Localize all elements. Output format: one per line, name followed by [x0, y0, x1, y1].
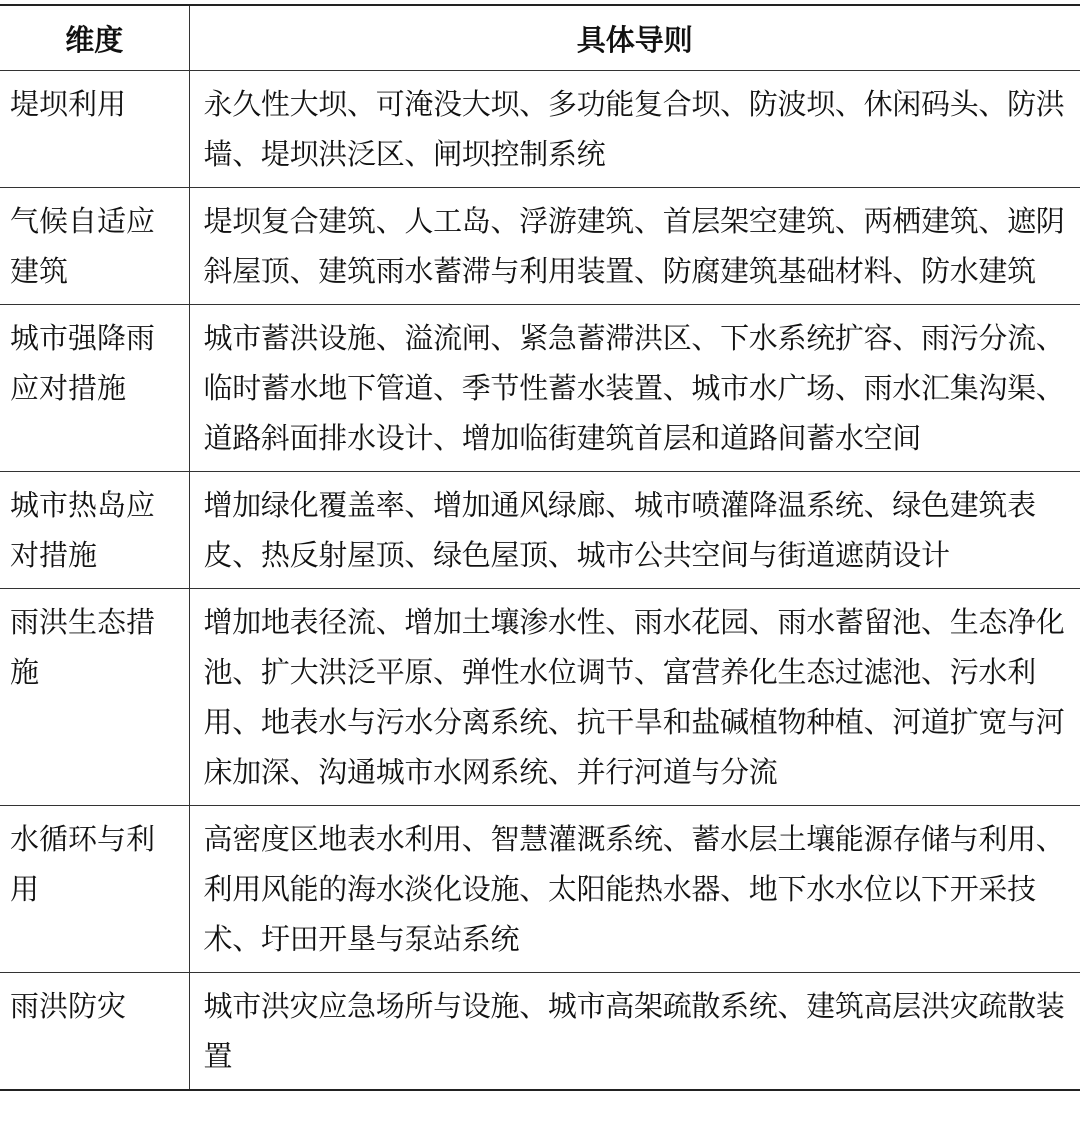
- details-cell: 增加地表径流、增加土壤渗水性、雨水花园、雨水蓄留池、生态净化池、扩大洪泛平原、弹性水位调节、富营养化生态过滤池、污水利用、地表水与污水分离系统、抗干旱和盐碱植物种植、河道扩宽与河床加深、沟通城市水网系统、并行河道与分流: [189, 589, 1080, 806]
- header-details: 具体导则: [189, 5, 1080, 71]
- table-row: [0, 806, 1080, 973]
- dimension-cell: 水循环与利用: [0, 806, 189, 973]
- details-cell: 城市洪灾应急场所与设施、城市高架疏散系统、建筑高层洪灾疏散装置: [189, 973, 1080, 1091]
- dimension-cell: 城市热岛应对措施: [0, 472, 189, 589]
- details-cell: 高密度区地表水利用、智慧灌溉系统、蓄水层土壤能源存储与利用、利用风能的海水淡化设施、太阳能热水器、地下水水位以下开采技术、圩田开垦与泵站系统: [189, 806, 1080, 973]
- header-dimension: 维度: [0, 5, 189, 71]
- dimension-cell: 雨洪防灾: [0, 973, 189, 1091]
- header-row: [0, 5, 1080, 71]
- details-cell: 永久性大坝、可淹没大坝、多功能复合坝、防波坝、休闲码头、防洪墙、堤坝洪泛区、闸坝控制系统: [189, 71, 1080, 188]
- table-row: [0, 589, 1080, 806]
- table-row: [0, 305, 1080, 472]
- table-row: [0, 472, 1080, 589]
- dimension-cell: 气候自适应建筑: [0, 188, 189, 305]
- table-row: [0, 973, 1080, 1091]
- details-cell: 增加绿化覆盖率、增加通风绿廊、城市喷灌降温系统、绿色建筑表皮、热反射屋顶、绿色屋顶、城市公共空间与街道遮荫设计: [189, 472, 1080, 589]
- guidelines-table: [0, 4, 1080, 1091]
- table-row: [0, 71, 1080, 188]
- dimension-cell: 堤坝利用: [0, 71, 189, 188]
- table-row: [0, 188, 1080, 305]
- dimension-cell: 雨洪生态措施: [0, 589, 189, 806]
- details-cell: 堤坝复合建筑、人工岛、浮游建筑、首层架空建筑、两栖建筑、遮阴斜屋顶、建筑雨水蓄滞与利用装置、防腐建筑基础材料、防水建筑: [189, 188, 1080, 305]
- details-cell: 城市蓄洪设施、溢流闸、紧急蓄滞洪区、下水系统扩容、雨污分流、临时蓄水地下管道、季节性蓄水装置、城市水广场、雨水汇集沟渠、道路斜面排水设计、增加临街建筑首层和道路间蓄水空间: [189, 305, 1080, 472]
- dimension-cell: 城市强降雨应对措施: [0, 305, 189, 472]
